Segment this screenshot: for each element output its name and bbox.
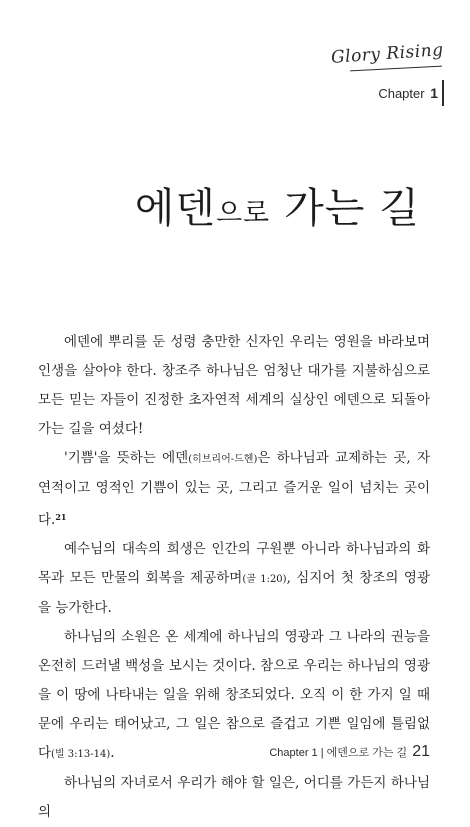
page-footer bbox=[269, 743, 430, 761]
chapter-bar bbox=[442, 80, 444, 106]
chapter-label: Chapter bbox=[378, 86, 425, 101]
p4-text-a: 하나님의 소원은 온 세계에 하나님의 영광과 그 나라의 권능을 온전히 드러낼 백성을 보시는 것이다. 참으로 우리는 하나님의 영광을 이 땅에 나타내는 일을 위해 창조되었다. 오직 이 한 가지 일 때문에 우리는 태어났고, 그 일은 참으로 즐겁고 기쁜 일임에 틀림없다 bbox=[38, 629, 430, 761]
footer-chapter: Chapter 1 bbox=[269, 747, 318, 759]
chapter-title bbox=[135, 175, 420, 234]
title-particle: 으로 bbox=[215, 198, 271, 230]
paragraph-1: 에덴에 뿌리를 둔 성령 충만한 신자인 우리는 영원을 바라보며 인생을 살아야 한다. 창조주 하나님은 엄청난 대가를 지불하심으로 모든 믿는 자들이 진정한 초자연적 세계의 실상인 에덴으로 되돌아가는 길을 여셨다! bbox=[38, 334, 430, 437]
p3-scripture-ref: (골 1:20) bbox=[242, 574, 287, 585]
title-rest: 가는 길 bbox=[270, 184, 420, 233]
p2-gloss: (히브리어-드헨) bbox=[188, 454, 258, 465]
page-number: 21 bbox=[412, 743, 430, 760]
p4-scripture-ref: (빌 3:13-14) bbox=[51, 749, 111, 760]
chapter-number: 1 bbox=[430, 85, 438, 101]
p3-text-a: 예수님의 대속의 희생은 인간의 구원뿐 아니라 하나님과의 화목과 모든 만물의 회복을 제공하며 bbox=[38, 541, 430, 586]
p3-text-b: , 심지어 첫 창조의 영광을 능가한다. bbox=[38, 570, 430, 616]
p2-text-a: '기쁨'을 뜻하는 에덴 bbox=[64, 450, 189, 466]
paragraph-5: 하나님의 자녀로서 우리가 해야 할 일은, 어디를 가든지 하나님의 bbox=[38, 775, 430, 820]
logo-underline bbox=[350, 66, 442, 72]
paragraph-2 bbox=[38, 444, 430, 535]
paragraph-3 bbox=[38, 535, 430, 623]
footer-title: 에덴으로 가는 길 bbox=[326, 747, 408, 759]
chapter-tag bbox=[378, 80, 444, 106]
title-main: 에덴 bbox=[134, 184, 216, 233]
p2-text-b: 은 하나님과 교제하는 곳, 자연적이고 영적인 기쁨이 있는 곳, 그리고 즐거운 일이 넘치는 곳이다. bbox=[38, 450, 430, 528]
p4-end: . bbox=[110, 745, 115, 761]
series-logo: Glory Rising bbox=[330, 40, 445, 68]
series-header bbox=[324, 40, 445, 114]
footnote-marker: 21 bbox=[55, 512, 67, 522]
footer-separator: | bbox=[320, 747, 324, 759]
